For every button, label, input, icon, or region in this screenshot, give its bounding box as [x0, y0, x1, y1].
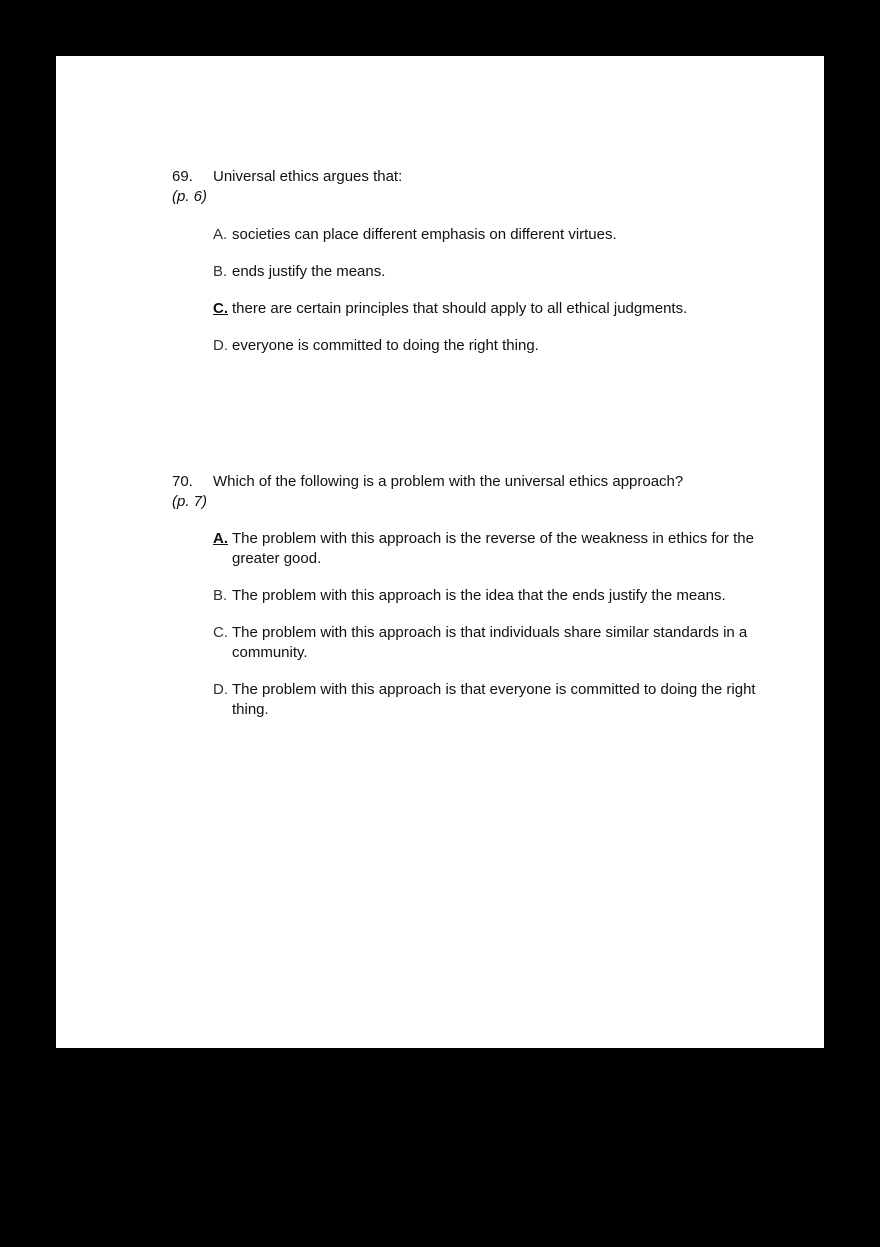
- option-text: ends justify the means.: [232, 263, 386, 280]
- option-text: The problem with this approach is that individuals share similar standards in a community.: [232, 624, 748, 661]
- option-b: [213, 586, 772, 606]
- question-number: 69.: [172, 168, 193, 185]
- option-c: [213, 623, 772, 663]
- option-text: The problem with this approach is that everyone is committed to doing the right thing.: [232, 681, 756, 718]
- page-reference: (p. 6): [172, 188, 208, 205]
- question-text: Universal ethics argues that:: [213, 168, 403, 185]
- option-text: societies can place different emphasis on different virtues.: [232, 226, 617, 243]
- document-page: [56, 56, 824, 1048]
- option-b: [213, 262, 772, 282]
- option-text: The problem with this approach is the idea that the ends justify the means.: [232, 587, 726, 604]
- option-d: [213, 336, 772, 356]
- question-69: [172, 167, 772, 373]
- option-text: there are certain principles that should apply to all ethical judgments.: [232, 300, 688, 317]
- option-letter: B.: [213, 587, 228, 604]
- option-letter: C.: [213, 624, 228, 641]
- option-text: The problem with this approach is the reverse of the weakness in ethics for the greater good.: [232, 530, 754, 567]
- question-number: 70.: [172, 473, 193, 490]
- option-letter: B.: [213, 263, 228, 280]
- question-text: Which of the following is a problem with the universal ethics approach?: [213, 473, 684, 490]
- correct-answer-letter: A.: [213, 530, 228, 547]
- option-letter: A.: [213, 226, 228, 243]
- question-70: [172, 472, 772, 737]
- question-header: [172, 167, 772, 187]
- option-d: [213, 680, 772, 720]
- option-text: everyone is committed to doing the right thing.: [232, 337, 539, 354]
- option-letter: D.: [213, 681, 228, 698]
- answer-options: [213, 225, 772, 356]
- option-c-correct: [213, 299, 772, 319]
- option-a-correct: [213, 529, 772, 569]
- question-header: [172, 472, 772, 492]
- correct-answer-letter: C.: [213, 300, 228, 317]
- option-a: [213, 225, 772, 245]
- answer-options: [213, 529, 772, 720]
- option-letter: D.: [213, 337, 228, 354]
- page-reference: (p. 7): [172, 493, 208, 510]
